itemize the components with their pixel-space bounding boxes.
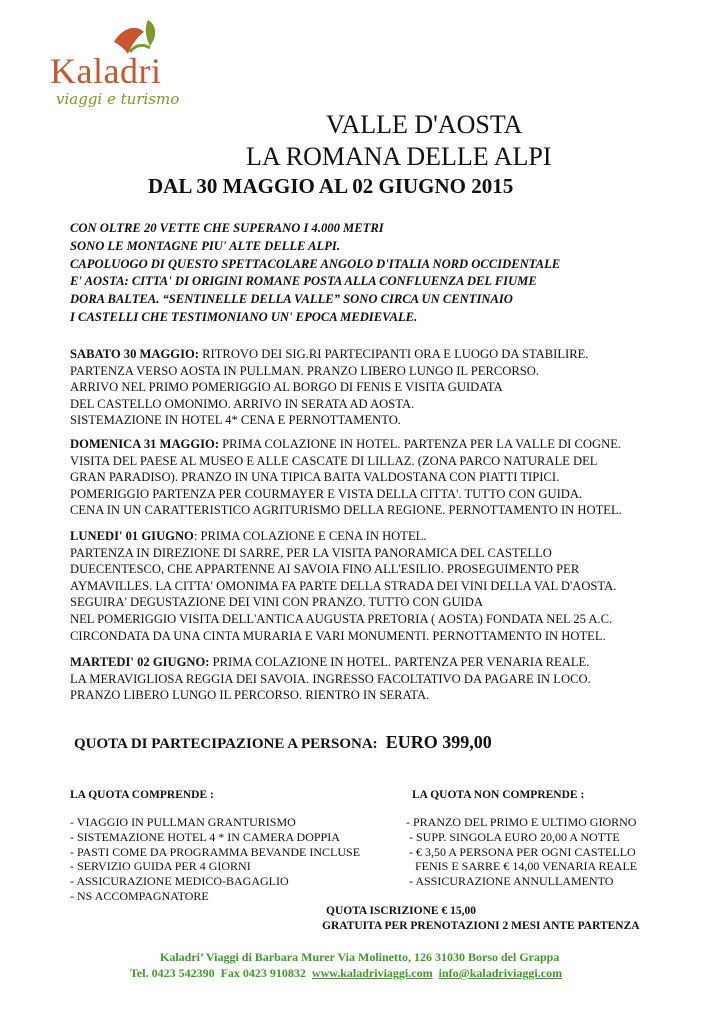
day-monday	[70, 528, 690, 644]
email-link[interactable]: info@kaladriviaggi.com	[438, 966, 563, 980]
day-line: : PRIMA COLAZIONE E CENA IN HOTEL.	[193, 529, 427, 543]
day-line: PARTENZA VERSO AOSTA IN PULLMAN. PRANZO LIBERO LUNGO IL PERCORSO.	[70, 363, 540, 378]
day-line: VISITA DEL PAESE AL MUSEO E ALLE CASCATE DI LILLAZ. (ZONA PARCO NATURALE DEL	[70, 453, 598, 468]
intro-line: I CASTELLI CHE TESTIMONIANO UN' EPOCA MEDIEVALE.	[70, 309, 418, 324]
registration-fee: QUOTA ISCRIZIONE € 15,00	[326, 905, 476, 917]
list-item: - NS ACCOMPAGNATORE	[70, 888, 209, 903]
leaf-icon	[146, 20, 155, 46]
day-heading: MARTEDI' 02 GIUGNO:	[70, 655, 210, 669]
includes-heading: LA QUOTA COMPRENDE :	[70, 789, 214, 801]
day-line: POMERIGGIO PARTENZA PER COURMAYER E VISTA DELLA CITTA'. TUTTO CON GUIDA.	[70, 486, 583, 501]
day-line: ARRIVO NEL PRIMO POMERIGGIO AL BORGO DI FENIS E VISITA GUIDATA	[70, 380, 503, 395]
day-saturday	[70, 346, 690, 429]
title-dates: DAL 30 MAGGIO AL 02 GIUGNO 2015	[148, 174, 514, 198]
day-line: AYMAVILLES. LA CITTA' OMONIMA FA PARTE DELLA STRADA DEI VINI DELLA VAL D'AOSTA.	[70, 578, 617, 593]
excludes-list	[406, 815, 637, 889]
day-heading: DOMENICA 31 MAGGIO:	[70, 437, 220, 451]
day-line: PRIMA COLAZIONE IN HOTEL. PARTENZA PER LA VALLE DI COGNE.	[219, 437, 622, 451]
day-line: DUECENTESCO, CHE APPARTENNE AI SAVOIA FINO ALL'ESILIO. PROSEGUIMENTO PER	[70, 562, 580, 577]
free-registration-note: GRATUITA PER PRENOTAZIONI 2 MESI ANTE PARTENZA	[322, 920, 640, 932]
intro-text	[70, 220, 670, 327]
day-heading: LUNEDI' 01 GIUGNO	[70, 529, 194, 543]
day-line: LA MERAVIGLIOSA REGGIA DEI SAVOIA. INGRESSO FACOLTATIVO DA PAGARE IN LOCO.	[70, 671, 591, 686]
day-line: PARTENZA IN DIREZIONE DI SARRE, PER LA VISITA PANORAMICA DEL CASTELLO	[70, 545, 552, 560]
day-line: CENA IN UN CARATTERISTICO AGRITURISMO DELLA REGIONE. PERNOTTAMENTO IN HOTEL.	[70, 503, 622, 518]
list-item: - SERVIZIO GUIDA PER 4 GIORNI	[70, 859, 251, 874]
logo-tagline: viaggi e turismo	[56, 90, 180, 108]
intro-line: DORA BALTEA. “SENTINELLE DELLA VALLE” SONO CIRCA UN CENTINAIO	[70, 292, 513, 307]
list-item: - ASSICURAZIONE ANNULLAMENTO	[406, 874, 614, 889]
intro-line: SONO LE MONTAGNE PIU' ALTE DELLE ALPI.	[70, 238, 340, 253]
day-sunday	[70, 436, 690, 519]
list-item: - € 3,50 A PERSONA PER OGNI CASTELLO	[406, 844, 636, 859]
list-item: - SUPP. SINGOLA EURO 20,00 A NOTTE	[406, 829, 620, 844]
day-line: SISTEMAZIONE IN HOTEL 4* CENA E PERNOTTAMENTO.	[70, 413, 401, 428]
footer-phone: Tel. 0423 542390 Fax 0423 910832	[130, 966, 312, 980]
logo-word: Kaladri	[50, 51, 162, 91]
footer-address: Kaladri’ Viaggi di Barbara Murer Via Molinetto, 126 31030 Borso del Grappa	[160, 950, 560, 964]
day-line: RITROVO DEI SIG.RI PARTECIPANTI ORA E LUOGO DA STABILIRE.	[198, 347, 589, 361]
title-line-1: VALLE D'AOSTA	[326, 110, 523, 139]
day-heading: SABATO 30 MAGGIO:	[70, 347, 199, 361]
day-line: DEL CASTELLO OMONIMO. ARRIVO IN SERATA AD AOSTA.	[70, 396, 415, 411]
day-line: PRIMA COLAZIONE IN HOTEL. PARTENZA PER VENARIA REALE.	[209, 655, 590, 669]
intro-line: CON OLTRE 20 VETTE CHE SUPERANO I 4.000 METRI	[70, 221, 384, 235]
price-label: QUOTA DI PARTECIPAZIONE A PERSONA:	[74, 736, 378, 752]
price-line	[74, 732, 492, 753]
intro-line: CAPOLUOGO DI QUESTO SPETTACOLARE ANGOLO D'ITALIA NORD OCCIDENTALE	[70, 256, 561, 271]
website-link[interactable]: www.kaladriviaggi.com	[311, 966, 433, 980]
includes-list	[70, 815, 360, 904]
title-line-2: LA ROMANA DELLE ALPI	[246, 142, 552, 171]
list-item: - VIAGGIO IN PULLMAN GRANTURISMO	[70, 815, 296, 829]
list-item: - ASSICURAZIONE MEDICO-BAGAGLIO	[70, 874, 289, 889]
day-line: PRANZO LIBERO LUNGO IL PERCORSO. RIENTRO IN SERATA.	[70, 688, 430, 703]
footer-contacts	[130, 966, 562, 981]
list-item: - PRANZO DEL PRIMO E ULTIMO GIORNO	[406, 815, 637, 829]
day-line: SEGUIRA' DEGUSTAZIONE DEI VINI CON PRANZO. TUTTO CON GUIDA	[70, 595, 483, 610]
list-item: - PASTI COME DA PROGRAMMA BEVANDE INCLUSE	[70, 844, 361, 859]
day-tuesday	[70, 654, 690, 704]
day-line: CIRCONDATA DA UNA CINTA MURARIA E VARI MONUMENTI. PERNOTTAMENTO IN HOTEL.	[70, 628, 606, 643]
list-item: FENIS E SARRE € 14,00 VENARIA REALE	[406, 859, 638, 874]
day-line: NEL POMERIGGIO VISITA DELL'ANTICA AUGUSTA PRETORIA ( AOSTA) FONDATA NEL 25 A.C.	[70, 611, 613, 626]
list-item: - SISTEMAZIONE HOTEL 4 * IN CAMERA DOPPIA	[70, 829, 340, 844]
day-line: GRAN PARADISO). PRANZO IN UNA TIPICA BAITA VALDOSTANA CON PIATTI TIPICI.	[70, 470, 560, 485]
excludes-heading: LA QUOTA NON COMPRENDE :	[412, 789, 585, 801]
price-value: EURO 399,00	[385, 732, 492, 752]
intro-line: E' AOSTA: CITTA' DI ORIGINI ROMANE POSTA ALLA CONFLUENZA DEL FIUME	[70, 274, 537, 289]
